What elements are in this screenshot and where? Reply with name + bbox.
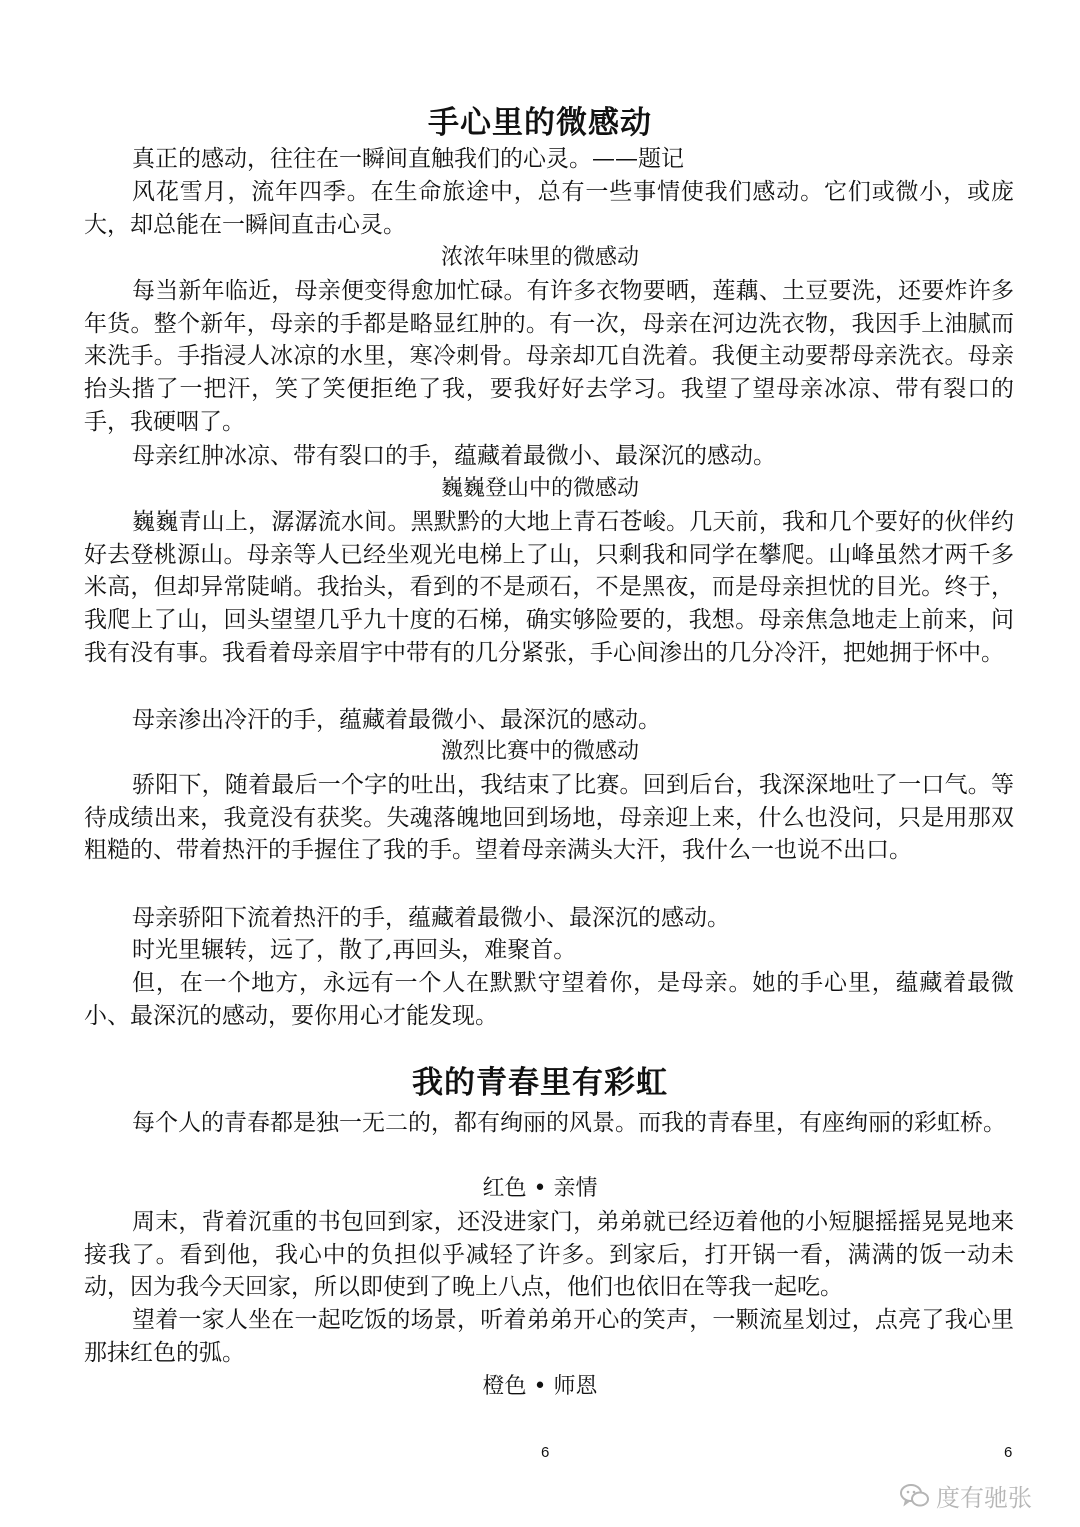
article1-paragraph-1: 每当新年临近，母亲便变得愈加忙碌。有许多衣物要晒，莲藕、土豆要洗，还要炸许多年货。整个新年，母亲的手都是略显红肿的。有一次，母亲在河边洗衣物，我因手上油腻而来洗手。手指浸人冰凉的水里，寒冷刺骨。母亲却兀自洗着。我便主动要帮母亲洗衣。母亲抬头揩了一把汗，笑了笑便拒绝了我，要我好好去学习。我望了望母亲冰凉、带有裂口的手，我硬咽了。 <box>84 278 1014 435</box>
article2-title: 我的青春里有彩虹 <box>412 1065 668 1101</box>
article1-subtitle-1: 浓浓年味里的微感动 <box>440 245 639 270</box>
article1-subtitle-3: 激烈比赛中的微感动 <box>440 739 639 764</box>
article2-paragraph-3: 望着一家人坐在一起吃饭的场景，听着弟弟开心的笑声，一颗流星划过，点亮了我心里那抹红色的弧。 <box>84 1307 1014 1366</box>
watermark-text: 度有驰张 <box>936 1484 1032 1512</box>
article1-epigraph: 真正的感动，往往在一瞬间直触我们的心灵。——题记 <box>132 146 684 172</box>
article2-paragraph-1: 每个人的青春都是独一无二的，都有绚丽的风景。而我的青春里，有座绚丽的彩虹桥。 <box>132 1110 1006 1136</box>
page-number-right: 6 <box>1004 1444 1013 1461</box>
article2-subtitle-1: 红色 • 亲情 <box>482 1176 598 1201</box>
article1-intro: 风花雪月，流年四季。在生命旅途中，总有一些事情使我们感动。它们或微小，或庞大，却总能在一瞬间直击心灵。 <box>84 179 1014 238</box>
article1-subtitle-2: 巍巍登山中的微感动 <box>440 476 639 501</box>
article1-paragraph-7: 时光里辗转，远了，散了,再回头，难聚首。 <box>132 937 577 963</box>
page-number-center: 6 <box>541 1444 550 1461</box>
article1-paragraph-6: 母亲骄阳下流着热汗的手，蕴藏着最微小、最深沉的感动。 <box>132 905 730 931</box>
article1-paragraph-8: 但，在一个地方，永远有一个人在默默守望着你，是母亲。她的手心里，蕴藏着最微小、最深沉的感动，要你用心才能发现。 <box>84 970 1014 1029</box>
article1-paragraph-5: 骄阳下，随着最后一个字的吐出，我结束了比赛。回到后台，我深深地吐了一口气。等待成绩出来，我竟没有获奖。失魂落魄地回到场地，母亲迎上来，什么也没问，只是用那双粗糙的、带着热汗的手握住了我的手。望着母亲满头大汗，我什么一也说不出口。 <box>84 772 1014 864</box>
article1-title: 手心里的微感动 <box>428 105 652 141</box>
article2-paragraph-2: 周末，背着沉重的书包回到家，还没进家门，弟弟就已经迈着他的小短腿摇摇晃晃地来接我了。看到他，我心中的负担似乎减轻了许多。到家后，打开锅一看，满满的饭一动未动，因为我今天回家，所以即使到了晚上八点，他们也依旧在等我一起吃。 <box>84 1209 1014 1301</box>
wechat-icon <box>900 1483 930 1509</box>
article2-subtitle-2: 橙色 • 师恩 <box>482 1374 598 1399</box>
article1-paragraph-3: 巍巍青山上，潺潺流水间。黑默黔的大地上青石苍峻。几天前，我和几个要好的伙伴约好去登桃源山。母亲等人已经坐观光电梯上了山，只剩我和同学在攀爬。山峰虽然才两千多米高，但却异常陡峭。我抬头，看到的不是顽石，不是黑夜，而是母亲担忧的目光。终于，我爬上了山，回头望望几乎九十度的石梯，确实够险要的，我想。母亲焦急地走上前来，问我有没有事。我看着母亲眉宇中带有的几分紧张，手心间渗出的几分冷汗，把她拥于怀中。 <box>84 509 1014 666</box>
article1-paragraph-2: 母亲红肿冰凉、带有裂口的手，蕴藏着最微小、最深沉的感动。 <box>132 443 776 469</box>
watermark <box>900 1478 1032 1513</box>
article1-paragraph-4: 母亲渗出冷汗的手，蕴藏着最微小、最深沉的感动。 <box>132 707 661 733</box>
